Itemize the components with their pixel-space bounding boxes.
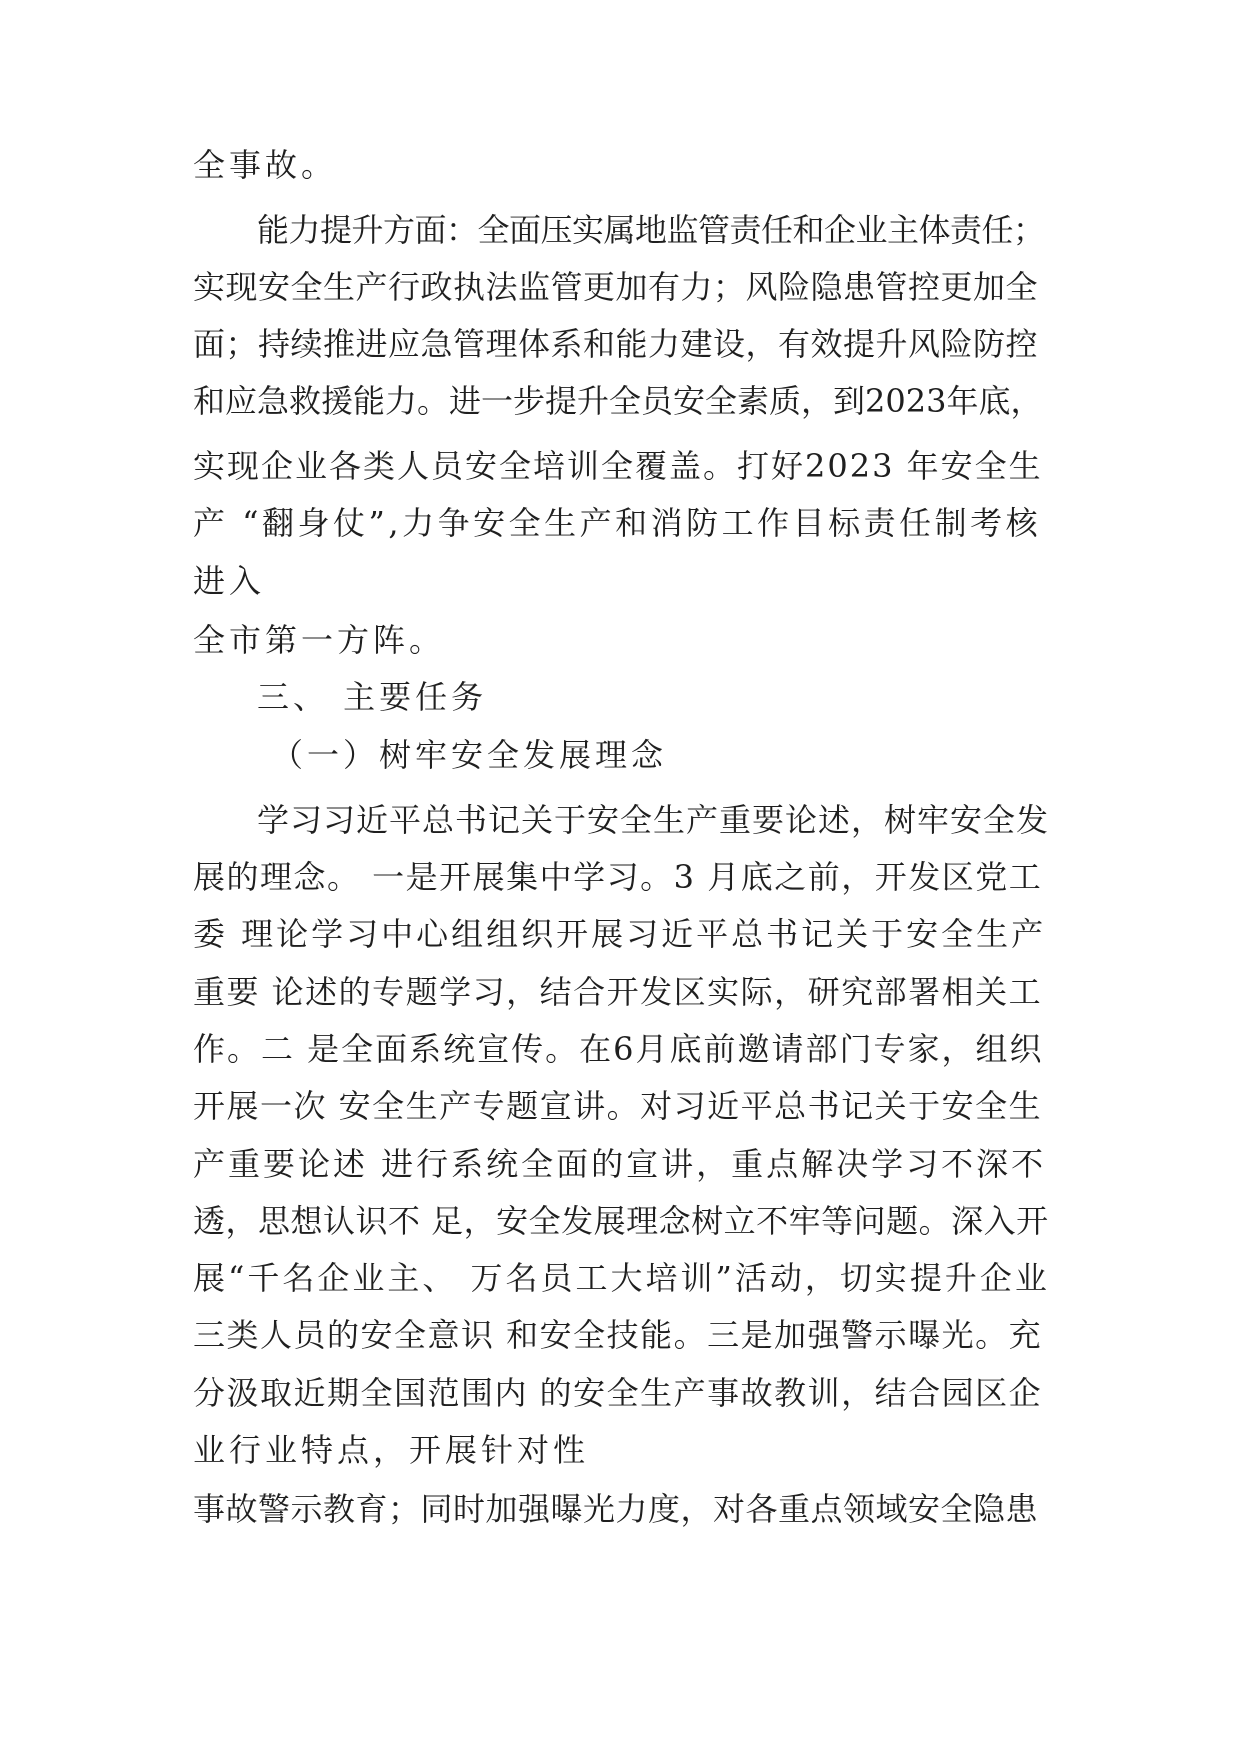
text-line: 委 理论学习中心组组织开展习近平总书记关于安全生产 [193, 915, 1047, 953]
text-line: 业行业特点，开展针对性 [193, 1431, 590, 1469]
text-line: 全事故。 [193, 146, 338, 184]
text-line: 产重要论述 进行系统全面的宣讲，重点解决学习不深不 [193, 1145, 1047, 1183]
text-line: 透，思想认识不 足，安全发展理念树立不牢等问题。深入开 [193, 1202, 1049, 1240]
text-line: 进入 [193, 562, 266, 600]
text-line: 和应急救援能力。进一步提升全员安全素质，到2023年底， [193, 382, 1043, 420]
text-line: 全市第一方阵。 [193, 621, 446, 659]
text-line: 学习习近平总书记关于安全生产重要论述，树牢安全发 [257, 801, 1050, 839]
text-line: 能力提升方面：全面压实属地监管责任和企业主体责任； [257, 211, 1045, 249]
text-line: 面；持续推进应急管理体系和能力建设，有效提升风险防控 [193, 325, 1039, 363]
text-line: 作。二 是全面系统宣传。在6月底前邀请部门专家，组织 [193, 1030, 1044, 1068]
text-line: 重要 论述的专题学习，结合开发区实际，研究部署相关工 [193, 973, 1043, 1011]
text-line: 展的理念。 一是开展集中学习。3 月底之前，开发区党工 [193, 858, 1043, 896]
text-line: 开展一次 安全生产专题宣讲。对习近平总书记关于安全生 [193, 1087, 1043, 1125]
text-line: 三类人员的安全意识 和安全技能。三是加强警示曝光。充 [193, 1316, 1043, 1354]
text-line: 实现安全生产行政执法监管更加有力；风险隐患管控更加全 [193, 268, 1039, 306]
text-line: 展“千名企业主、 万名员工大培训”活动，切实提升企业 [193, 1259, 1050, 1297]
subsection-heading: （一）树牢安全发展理念 [271, 736, 668, 774]
text-line: 产 “翻身仗”,力争安全生产和消防工作目标责任制考核 [193, 504, 1042, 542]
text-line: 分汲取近期全国范围内 的安全生产事故教训，结合园区企 [193, 1374, 1043, 1412]
section-heading: 三、 主要任务 [257, 678, 488, 716]
text-line: 事故警示教育；同时加强曝光力度，对各重点领域安全隐患 [193, 1490, 1039, 1528]
text-line: 实现企业各类人员安全培训全覆盖。打好2023 年安全生 [193, 447, 1043, 485]
